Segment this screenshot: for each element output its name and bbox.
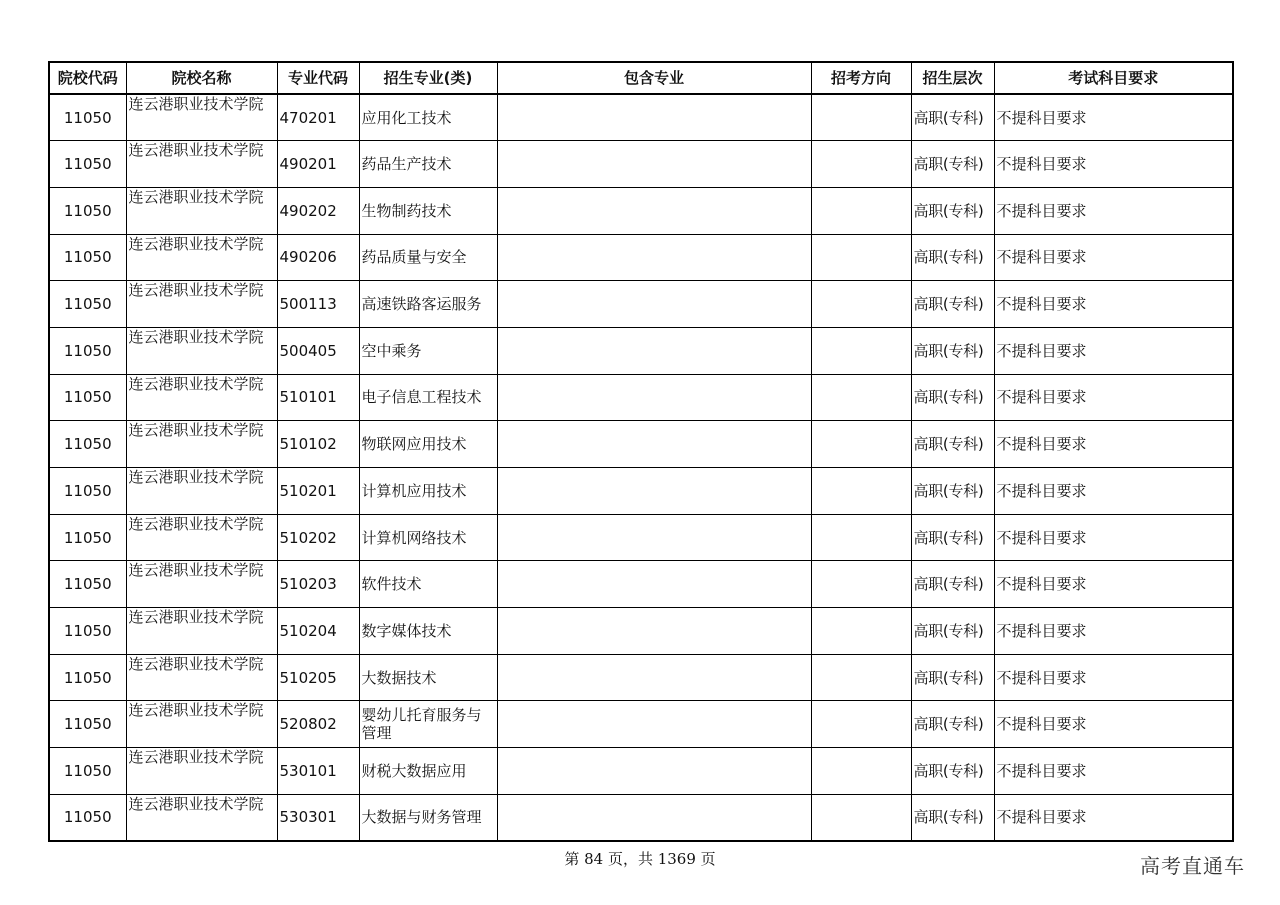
cell-major: 电子信息工程技术 bbox=[359, 374, 497, 421]
cell-included-majors bbox=[497, 421, 811, 468]
cell-level: 高职(专科) bbox=[911, 187, 994, 234]
cell-major-code: 510203 bbox=[277, 561, 359, 608]
cell-level: 高职(专科) bbox=[911, 654, 994, 701]
cell-requirement: 不提科目要求 bbox=[994, 374, 1233, 421]
cell-major: 计算机网络技术 bbox=[359, 514, 497, 561]
cell-requirement: 不提科目要求 bbox=[994, 608, 1233, 655]
cell-major: 物联网应用技术 bbox=[359, 421, 497, 468]
cell-requirement: 不提科目要求 bbox=[994, 654, 1233, 701]
cell-included-majors bbox=[497, 701, 811, 748]
cell-level: 高职(专科) bbox=[911, 94, 994, 141]
table-body bbox=[49, 94, 1233, 841]
cell-direction bbox=[811, 94, 911, 141]
cell-requirement: 不提科目要求 bbox=[994, 234, 1233, 281]
cell-school-code: 11050 bbox=[49, 187, 126, 234]
cell-requirement: 不提科目要求 bbox=[994, 187, 1233, 234]
cell-direction bbox=[811, 561, 911, 608]
cell-included-majors bbox=[497, 794, 811, 841]
cell-included-majors bbox=[497, 141, 811, 188]
cell-included-majors bbox=[497, 561, 811, 608]
cell-requirement: 不提科目要求 bbox=[994, 561, 1233, 608]
cell-major: 计算机应用技术 bbox=[359, 468, 497, 515]
cell-level: 高职(专科) bbox=[911, 701, 994, 748]
cell-direction bbox=[811, 794, 911, 841]
header-school-name: 院校名称 bbox=[126, 62, 277, 94]
table-row bbox=[49, 94, 1233, 141]
cell-school-name: 连云港职业技术学院 bbox=[126, 748, 277, 795]
cell-requirement: 不提科目要求 bbox=[994, 701, 1233, 748]
table-row bbox=[49, 701, 1233, 748]
header-school-code: 院校代码 bbox=[49, 62, 126, 94]
cell-school-code: 11050 bbox=[49, 748, 126, 795]
cell-included-majors bbox=[497, 281, 811, 328]
table-row bbox=[49, 187, 1233, 234]
cell-level: 高职(专科) bbox=[911, 141, 994, 188]
cell-direction bbox=[811, 187, 911, 234]
cell-level: 高职(专科) bbox=[911, 561, 994, 608]
cell-school-code: 11050 bbox=[49, 327, 126, 374]
cell-direction bbox=[811, 608, 911, 655]
cell-school-code: 11050 bbox=[49, 234, 126, 281]
cell-major: 婴幼儿托育服务与管理 bbox=[359, 701, 497, 748]
cell-major-code: 510202 bbox=[277, 514, 359, 561]
cell-major-code: 510101 bbox=[277, 374, 359, 421]
cell-school-code: 11050 bbox=[49, 94, 126, 141]
cell-level: 高职(专科) bbox=[911, 794, 994, 841]
cell-level: 高职(专科) bbox=[911, 234, 994, 281]
cell-included-majors bbox=[497, 187, 811, 234]
cell-direction bbox=[811, 374, 911, 421]
cell-school-name: 连云港职业技术学院 bbox=[126, 794, 277, 841]
cell-school-code: 11050 bbox=[49, 281, 126, 328]
cell-requirement: 不提科目要求 bbox=[994, 94, 1233, 141]
cell-direction bbox=[811, 748, 911, 795]
header-level: 招生层次 bbox=[911, 62, 994, 94]
table-row bbox=[49, 748, 1233, 795]
table-row bbox=[49, 374, 1233, 421]
cell-school-code: 11050 bbox=[49, 514, 126, 561]
cell-level: 高职(专科) bbox=[911, 281, 994, 328]
cell-requirement: 不提科目要求 bbox=[994, 794, 1233, 841]
cell-major-code: 510201 bbox=[277, 468, 359, 515]
cell-direction bbox=[811, 468, 911, 515]
header-major: 招生专业(类) bbox=[359, 62, 497, 94]
cell-major: 药品生产技术 bbox=[359, 141, 497, 188]
cell-requirement: 不提科目要求 bbox=[994, 748, 1233, 795]
cell-major: 高速铁路客运服务 bbox=[359, 281, 497, 328]
cell-included-majors bbox=[497, 468, 811, 515]
table-row bbox=[49, 421, 1233, 468]
cell-school-name: 连云港职业技术学院 bbox=[126, 654, 277, 701]
cell-school-name: 连云港职业技术学院 bbox=[126, 514, 277, 561]
header-direction: 招考方向 bbox=[811, 62, 911, 94]
cell-direction bbox=[811, 141, 911, 188]
table-header-row bbox=[49, 62, 1233, 94]
cell-major-code: 530101 bbox=[277, 748, 359, 795]
cell-school-name: 连云港职业技术学院 bbox=[126, 187, 277, 234]
cell-major-code: 500405 bbox=[277, 327, 359, 374]
cell-school-name: 连云港职业技术学院 bbox=[126, 281, 277, 328]
cell-level: 高职(专科) bbox=[911, 374, 994, 421]
cell-major-code: 490206 bbox=[277, 234, 359, 281]
table-row bbox=[49, 654, 1233, 701]
cell-direction bbox=[811, 421, 911, 468]
cell-requirement: 不提科目要求 bbox=[994, 281, 1233, 328]
cell-major-code: 490201 bbox=[277, 141, 359, 188]
page-number: 第 84 页，共 1369 页 bbox=[564, 850, 716, 868]
cell-school-code: 11050 bbox=[49, 468, 126, 515]
cell-direction bbox=[811, 701, 911, 748]
cell-direction bbox=[811, 327, 911, 374]
cell-included-majors bbox=[497, 327, 811, 374]
table-row bbox=[49, 141, 1233, 188]
cell-school-code: 11050 bbox=[49, 421, 126, 468]
table-row bbox=[49, 561, 1233, 608]
watermark-logo-text: 高考直通车 bbox=[1140, 854, 1245, 878]
cell-school-name: 连云港职业技术学院 bbox=[126, 701, 277, 748]
cell-included-majors bbox=[497, 654, 811, 701]
table-row bbox=[49, 281, 1233, 328]
cell-major: 生物制药技术 bbox=[359, 187, 497, 234]
header-major-code: 专业代码 bbox=[277, 62, 359, 94]
cell-school-name: 连云港职业技术学院 bbox=[126, 234, 277, 281]
cell-major: 应用化工技术 bbox=[359, 94, 497, 141]
cell-level: 高职(专科) bbox=[911, 514, 994, 561]
cell-school-code: 11050 bbox=[49, 608, 126, 655]
cell-school-name: 连云港职业技术学院 bbox=[126, 468, 277, 515]
cell-school-name: 连云港职业技术学院 bbox=[126, 421, 277, 468]
table-row bbox=[49, 468, 1233, 515]
cell-school-code: 11050 bbox=[49, 701, 126, 748]
cell-requirement: 不提科目要求 bbox=[994, 468, 1233, 515]
cell-level: 高职(专科) bbox=[911, 748, 994, 795]
admissions-table bbox=[48, 61, 1234, 842]
cell-major-code: 500113 bbox=[277, 281, 359, 328]
cell-major: 大数据技术 bbox=[359, 654, 497, 701]
cell-included-majors bbox=[497, 608, 811, 655]
cell-direction bbox=[811, 234, 911, 281]
cell-school-name: 连云港职业技术学院 bbox=[126, 561, 277, 608]
cell-school-code: 11050 bbox=[49, 794, 126, 841]
cell-included-majors bbox=[497, 514, 811, 561]
cell-direction bbox=[811, 281, 911, 328]
cell-included-majors bbox=[497, 94, 811, 141]
cell-level: 高职(专科) bbox=[911, 468, 994, 515]
header-requirement: 考试科目要求 bbox=[994, 62, 1233, 94]
cell-major: 空中乘务 bbox=[359, 327, 497, 374]
cell-direction bbox=[811, 654, 911, 701]
cell-level: 高职(专科) bbox=[911, 327, 994, 374]
table-row bbox=[49, 514, 1233, 561]
cell-included-majors bbox=[497, 374, 811, 421]
cell-major: 数字媒体技术 bbox=[359, 608, 497, 655]
cell-school-name: 连云港职业技术学院 bbox=[126, 608, 277, 655]
cell-requirement: 不提科目要求 bbox=[994, 514, 1233, 561]
cell-school-name: 连云港职业技术学院 bbox=[126, 374, 277, 421]
cell-included-majors bbox=[497, 234, 811, 281]
cell-included-majors bbox=[497, 748, 811, 795]
cell-requirement: 不提科目要求 bbox=[994, 141, 1233, 188]
cell-level: 高职(专科) bbox=[911, 608, 994, 655]
cell-level: 高职(专科) bbox=[911, 421, 994, 468]
cell-major-code: 470201 bbox=[277, 94, 359, 141]
cell-major-code: 510204 bbox=[277, 608, 359, 655]
cell-major-code: 520802 bbox=[277, 701, 359, 748]
cell-major: 软件技术 bbox=[359, 561, 497, 608]
cell-major-code: 510102 bbox=[277, 421, 359, 468]
cell-requirement: 不提科目要求 bbox=[994, 327, 1233, 374]
cell-major: 财税大数据应用 bbox=[359, 748, 497, 795]
cell-school-name: 连云港职业技术学院 bbox=[126, 141, 277, 188]
table-row bbox=[49, 794, 1233, 841]
cell-school-code: 11050 bbox=[49, 654, 126, 701]
cell-major-code: 510205 bbox=[277, 654, 359, 701]
table-row bbox=[49, 234, 1233, 281]
header-included-majors: 包含专业 bbox=[497, 62, 811, 94]
cell-major-code: 490202 bbox=[277, 187, 359, 234]
cell-major-code: 530301 bbox=[277, 794, 359, 841]
cell-school-name: 连云港职业技术学院 bbox=[126, 94, 277, 141]
cell-requirement: 不提科目要求 bbox=[994, 421, 1233, 468]
cell-major: 药品质量与安全 bbox=[359, 234, 497, 281]
cell-school-code: 11050 bbox=[49, 374, 126, 421]
table-row bbox=[49, 327, 1233, 374]
cell-major: 大数据与财务管理 bbox=[359, 794, 497, 841]
cell-school-code: 11050 bbox=[49, 561, 126, 608]
cell-school-code: 11050 bbox=[49, 141, 126, 188]
cell-school-name: 连云港职业技术学院 bbox=[126, 327, 277, 374]
table-row bbox=[49, 608, 1233, 655]
cell-direction bbox=[811, 514, 911, 561]
